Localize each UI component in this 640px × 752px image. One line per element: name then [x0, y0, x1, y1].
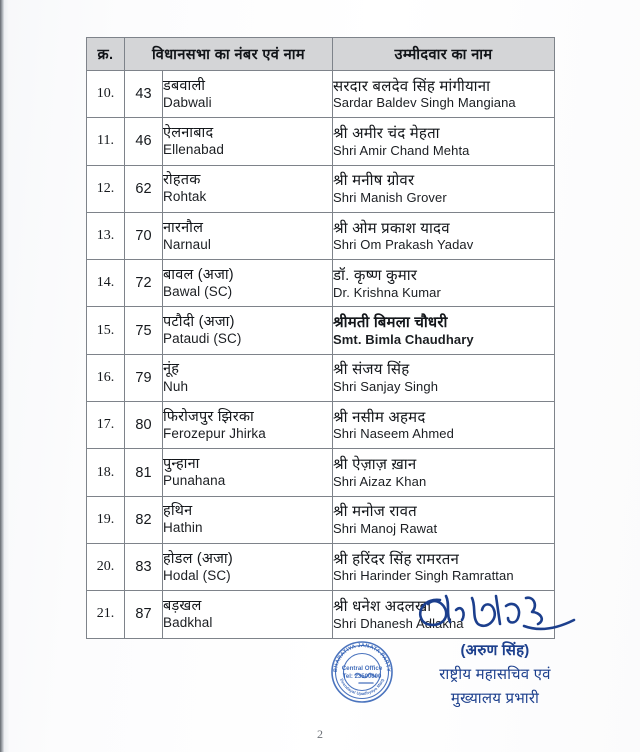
signatory-title-line-2: मुख्यालय प्रभारी: [450, 689, 540, 707]
cell-candidate-name: [333, 118, 555, 165]
signatory-title-line-1: राष्ट्रीय महासचिव एवं: [439, 665, 551, 683]
cell-constituency-name: [163, 354, 333, 401]
table-row: [87, 165, 555, 212]
constituency-name-hindi: बड़खल: [163, 597, 202, 614]
constituency-name-english: Nuh: [163, 378, 189, 394]
cell-serial: 17.: [87, 402, 125, 449]
cell-candidate-name: [333, 402, 555, 449]
cell-constituency-number: 80: [125, 402, 163, 449]
candidate-name-hindi: डॉ. कृष्ण कुमार: [333, 266, 418, 284]
candidate-name-english: Sardar Baldev Singh Mangiana: [333, 95, 516, 111]
candidate-name-english: Shri Manish Grover: [333, 189, 447, 205]
cell-constituency-name: [163, 165, 333, 212]
page-number: 2: [317, 727, 323, 741]
candidate-name-hindi: श्री हरिंदर सिंह रामरतन: [333, 550, 460, 568]
cell-constituency-name: [163, 449, 333, 496]
candidate-name-english: Smt. Bimla Chaudhary: [333, 331, 474, 347]
constituency-name-hindi: डबवाली: [163, 77, 206, 94]
cell-serial: 18.: [87, 449, 125, 496]
svg-text:Deendayal Upadhyaya Marg: Deendayal Upadhyaya Marg: [339, 677, 385, 697]
svg-text:Tel: 23500000: Tel: 23500000: [342, 674, 382, 680]
candidate-name-hindi: सरदार बलदेव सिंह मांगीयाना: [333, 77, 491, 95]
cell-constituency-number: 83: [125, 543, 163, 590]
candidate-list-table-wrapper: [86, 37, 554, 639]
cell-constituency-name: [163, 591, 333, 638]
cell-serial: 12.: [87, 165, 125, 212]
candidate-name-english: Shri Dhanesh Adlakha: [333, 615, 464, 631]
cell-constituency-number: 81: [125, 449, 163, 496]
cell-candidate-name: [333, 543, 555, 590]
svg-text:BHARATIYA JANATA PARTY: BHARATIYA JANATA PARTY: [332, 642, 392, 673]
cell-constituency-name: [163, 543, 333, 590]
cell-serial: 20.: [87, 543, 125, 590]
candidate-name-hindi: श्री नसीम अहमद: [333, 408, 426, 426]
cell-constituency-name: [163, 212, 333, 259]
candidate-name-english: Shri Amir Chand Mehta: [333, 142, 470, 158]
table-row: [87, 402, 555, 449]
cell-constituency-name: [163, 307, 333, 354]
signature-block: [380, 592, 610, 711]
constituency-name-hindi: पटौदी (अजा): [163, 314, 235, 331]
candidate-name-hindi: श्री ओम प्रकाश यादव: [333, 219, 450, 237]
table-row: [87, 449, 555, 496]
cell-constituency-number: 87: [125, 591, 163, 638]
header-serial: क्र.: [87, 38, 125, 71]
table-row: [87, 354, 555, 401]
handwritten-signature: [380, 592, 610, 638]
constituency-name-english: Narnaul: [163, 236, 211, 252]
candidate-name-english: Shri Sanjay Singh: [333, 379, 439, 395]
cell-constituency-number: 72: [125, 260, 163, 307]
table-row: [87, 307, 555, 354]
constituency-name-hindi: रोहतक: [163, 172, 201, 189]
table-row: [87, 71, 555, 118]
constituency-name-hindi: ऐलनाबाद: [163, 124, 214, 141]
constituency-name-english: Hathin: [163, 520, 203, 536]
cell-constituency-name: [163, 118, 333, 165]
cell-candidate-name: [333, 307, 555, 354]
candidate-name-hindi: श्रीमती बिमला चौधरी: [333, 314, 448, 332]
constituency-name-hindi: नूंह: [163, 361, 180, 378]
cell-serial: 16.: [87, 354, 125, 401]
cell-serial: 13.: [87, 212, 125, 259]
header-constituency: विधानसभा का नंबर एवं नाम: [125, 38, 333, 71]
constituency-name-english: Ferozepur Jhirka: [163, 425, 266, 441]
cell-serial: 11.: [87, 118, 125, 165]
constituency-name-hindi: हथिन: [163, 503, 193, 520]
candidate-name-english: Shri Harinder Singh Ramrattan: [333, 568, 514, 584]
cell-constituency-number: 62: [125, 165, 163, 212]
table-row: [87, 543, 555, 590]
cell-candidate-name: [333, 449, 555, 496]
table-header-row: [87, 38, 555, 71]
cell-serial: 19.: [87, 496, 125, 543]
constituency-name-english: Pataudi (SC): [163, 331, 242, 347]
cell-candidate-name: [333, 354, 555, 401]
constituency-name-english: Rohtak: [163, 189, 207, 205]
constituency-name-english: Hodal (SC): [163, 567, 231, 583]
candidate-name-english: Shri Om Prakash Yadav: [333, 237, 474, 253]
svg-text:Central Office: Central Office: [341, 665, 383, 672]
cell-constituency-name: [163, 496, 333, 543]
candidate-name-hindi: श्री संजय सिंह: [333, 361, 410, 379]
cell-constituency-name: [163, 260, 333, 307]
candidate-name-english: Shri Manoj Rawat: [333, 521, 438, 536]
constituency-name-hindi: फिरोजपुर झिरका: [163, 408, 254, 425]
constituency-name-hindi: नारनौल: [163, 219, 204, 236]
constituency-name-english: Badkhal: [163, 615, 213, 630]
signatory-name: (अरुण सिंह): [460, 642, 530, 659]
cell-serial: 10.: [87, 71, 125, 118]
table-row: [87, 118, 555, 165]
cell-candidate-name: [333, 165, 555, 212]
table-row: [87, 212, 555, 259]
constituency-name-hindi: होडल (अजा): [163, 550, 233, 567]
cell-constituency-number: 75: [125, 307, 163, 354]
candidate-name-hindi: श्री मनोज रावत: [333, 503, 417, 521]
constituency-name-english: Dabwali: [163, 94, 212, 110]
constituency-name-hindi: बावल (अजा): [163, 266, 234, 283]
candidate-name-hindi: श्री ऐज़ाज़ ख़ान: [333, 456, 417, 474]
cell-constituency-number: 43: [125, 71, 163, 118]
scan-edge-left-soft: [4, 0, 9, 752]
cell-constituency-number: 82: [125, 496, 163, 543]
candidate-name-hindi: श्री मनीष ग्रोवर: [333, 172, 415, 190]
cell-serial: 15.: [87, 307, 125, 354]
table-row: [87, 260, 555, 307]
cell-candidate-name: [333, 71, 555, 118]
candidate-name-english: Dr. Krishna Kumar: [333, 284, 441, 300]
cell-serial: 21.: [87, 591, 125, 638]
cell-constituency-number: 70: [125, 212, 163, 259]
cell-constituency-name: [163, 402, 333, 449]
cell-candidate-name: [333, 496, 555, 543]
header-candidate: उम्मीदवार का नाम: [333, 38, 555, 71]
table-row: [87, 496, 555, 543]
constituency-name-hindi: पुन्हाना: [163, 456, 200, 472]
constituency-name-english: Punahana: [163, 473, 226, 489]
cell-candidate-name: [333, 212, 555, 259]
cell-constituency-name: [163, 71, 333, 118]
candidate-name-hindi: श्री अमीर चंद मेहता: [333, 124, 440, 142]
candidate-list-table: [86, 37, 555, 639]
cell-constituency-number: 79: [125, 354, 163, 401]
constituency-name-english: Bawal (SC): [163, 283, 233, 299]
cell-serial: 14.: [87, 260, 125, 307]
cell-constituency-number: 46: [125, 118, 163, 165]
candidate-name-hindi: श्री धनेश अदलखा: [333, 597, 432, 615]
cell-candidate-name: [333, 260, 555, 307]
constituency-name-english: Ellenabad: [163, 142, 224, 158]
table-body: [87, 71, 555, 639]
candidate-name-english: Shri Aizaz Khan: [333, 473, 427, 489]
candidate-name-english: Shri Naseem Ahmed: [333, 426, 454, 442]
